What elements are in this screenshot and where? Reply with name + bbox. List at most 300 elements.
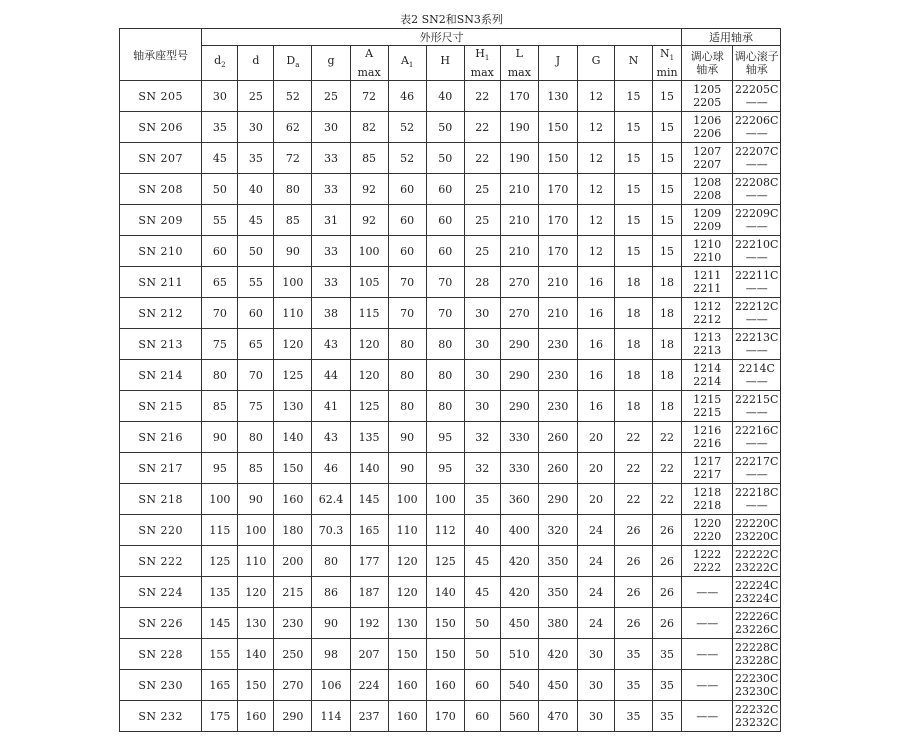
header-col-subscript: 1 [484,54,490,63]
cell-roller-bearing [733,639,781,670]
cell-model: SN 230 [120,670,202,701]
cell-model: SN 210 [120,236,202,267]
cell-value: 60 [426,174,464,205]
roller-bearing-code: —— [745,313,768,326]
cell-value: 25 [464,174,500,205]
header-col-qualifier: max [507,65,531,79]
cell-value: 20 [577,422,614,453]
header-col-0 [202,46,238,81]
header-col-7 [464,46,500,81]
cell-value: 230 [274,608,312,639]
roller-bearing-code: 22216C [735,424,779,437]
cell-model: SN 228 [120,639,202,670]
cell-value: 420 [500,546,538,577]
ball-bearing-code: 1205 [693,83,722,96]
cell-value: 18 [615,267,653,298]
cell-value: 290 [500,360,538,391]
ball-bearing-code: 2208 [693,189,722,202]
ball-bearing-code: 2207 [693,158,722,171]
header-roller-bearing-line1: 调心滚子 [734,50,779,63]
cell-value: 230 [538,360,577,391]
cell-value: 130 [238,608,274,639]
cell-value: 22 [653,422,682,453]
cell-value: 400 [500,515,538,546]
header-col-3 [312,46,350,81]
cell-model: SN 226 [120,608,202,639]
ball-bearing-code: 2213 [693,344,722,357]
ball-bearing-code: —— [696,585,719,599]
cell-value: 44 [312,360,350,391]
cell-value: 41 [312,391,350,422]
table-row [120,360,781,391]
cell-roller-bearing [733,360,781,391]
ball-bearing-code: 2222 [693,561,722,574]
cell-value: 60 [388,205,426,236]
cell-value: 540 [500,670,538,701]
cell-ball-bearing [682,360,733,391]
header-col-symbol: d [252,53,260,67]
cell-value: 150 [538,143,577,174]
cell-value: 120 [274,329,312,360]
cell-value: 360 [500,484,538,515]
cell-roller-bearing [733,670,781,701]
cell-value: 140 [238,639,274,670]
roller-bearing-code: 22215C [735,393,779,406]
cell-value: 46 [388,81,426,112]
roller-bearing-code: —— [745,406,768,419]
cell-value: 60 [426,236,464,267]
cell-value: 18 [653,360,682,391]
cell-value: 16 [577,360,614,391]
cell-value: 22 [653,484,682,515]
cell-ball-bearing [682,515,733,546]
cell-model: SN 213 [120,329,202,360]
cell-model: SN 211 [120,267,202,298]
cell-ball-bearing [682,670,733,701]
cell-value: 16 [577,298,614,329]
cell-value: 250 [274,639,312,670]
cell-value: 165 [350,515,388,546]
cell-value: 130 [274,391,312,422]
cell-value: 12 [577,236,614,267]
cell-value: 62 [274,112,312,143]
header-roller-bearing-line2: 轴承 [745,63,768,76]
cell-roller-bearing [733,577,781,608]
cell-value: 160 [274,484,312,515]
cell-value: 330 [500,453,538,484]
cell-model: SN 220 [120,515,202,546]
cell-value: 450 [500,608,538,639]
cell-value: 32 [464,453,500,484]
cell-value: 125 [274,360,312,391]
cell-value: 80 [388,360,426,391]
cell-value: 26 [653,577,682,608]
cell-value: 60 [464,670,500,701]
cell-value: 22 [653,453,682,484]
cell-value: 130 [538,81,577,112]
cell-value: 80 [388,391,426,422]
table-row [120,608,781,639]
cell-value: 80 [238,422,274,453]
cell-ball-bearing [682,143,733,174]
cell-value: 60 [202,236,238,267]
cell-value: 22 [615,422,653,453]
cell-value: 15 [615,174,653,205]
cell-value: 15 [653,81,682,112]
cell-value: 18 [653,391,682,422]
cell-value: 350 [538,546,577,577]
cell-value: 160 [426,670,464,701]
ball-bearing-code: 2205 [693,96,722,109]
table-row [120,484,781,515]
cell-roller-bearing [733,143,781,174]
roller-bearing-code: —— [745,282,768,295]
table-body [120,81,781,732]
cell-value: 35 [615,639,653,670]
cell-roller-bearing [733,298,781,329]
cell-value: 80 [388,329,426,360]
cell-value: 15 [615,143,653,174]
roller-bearing-code: 23230C [735,685,779,698]
cell-ball-bearing [682,484,733,515]
cell-value: 90 [388,453,426,484]
cell-value: 15 [653,143,682,174]
cell-value: 20 [577,453,614,484]
roller-bearing-code: 23224C [735,592,779,605]
cell-value: 40 [238,174,274,205]
cell-value: 210 [538,267,577,298]
cell-value: 450 [538,670,577,701]
ball-bearing-code: 1215 [693,393,722,406]
ball-bearing-code: —— [696,616,719,630]
roller-bearing-code: 22230C [735,672,779,685]
cell-value: 15 [653,205,682,236]
cell-ball-bearing [682,205,733,236]
cell-ball-bearing [682,267,733,298]
cell-ball-bearing [682,81,733,112]
cell-value: 105 [350,267,388,298]
cell-value: 25 [238,81,274,112]
cell-value: 200 [274,546,312,577]
cell-value: 16 [577,267,614,298]
cell-value: 70 [388,267,426,298]
cell-value: 420 [538,639,577,670]
cell-ball-bearing [682,298,733,329]
header-col-symbol: G [591,53,601,67]
cell-value: 290 [500,391,538,422]
cell-value: 72 [274,143,312,174]
cell-value: 26 [615,546,653,577]
header-col-subscript: 1 [669,54,675,63]
cell-value: 180 [274,515,312,546]
cell-model: SN 222 [120,546,202,577]
cell-value: 100 [274,267,312,298]
cell-value: 125 [350,391,388,422]
cell-value: 62.4 [312,484,350,515]
cell-value: 130 [388,608,426,639]
ball-bearing-code: 2216 [693,437,722,450]
cell-value: 80 [426,329,464,360]
ball-bearing-code: 2218 [693,499,722,512]
cell-value: 215 [274,577,312,608]
cell-value: 210 [538,298,577,329]
cell-value: 43 [312,329,350,360]
cell-value: 80 [274,174,312,205]
cell-value: 420 [500,577,538,608]
cell-value: 52 [274,81,312,112]
cell-value: 230 [538,391,577,422]
ball-bearing-code: 2211 [693,282,722,295]
cell-value: 30 [464,360,500,391]
cell-value: 100 [202,484,238,515]
roller-bearing-code: 22206C [735,114,779,127]
cell-value: 92 [350,174,388,205]
roller-bearing-code: 22205C [735,83,779,96]
header-col-10 [577,46,614,81]
cell-value: 170 [538,236,577,267]
cell-value: 75 [238,391,274,422]
ball-bearing-code: 2215 [693,406,722,419]
cell-value: 18 [653,329,682,360]
ball-bearing-code: 1214 [693,362,722,375]
ball-bearing-code: 1206 [693,114,722,127]
cell-ball-bearing [682,577,733,608]
cell-value: 80 [426,391,464,422]
header-bearings: 适用轴承 [682,29,781,46]
cell-value: 230 [538,329,577,360]
cell-model: SN 209 [120,205,202,236]
ball-bearing-code: 2220 [693,530,722,543]
roller-bearing-code: —— [745,437,768,450]
ball-bearing-code: 1210 [693,238,722,251]
cell-value: 30 [464,298,500,329]
ball-bearing-code: 1211 [693,269,722,282]
cell-roller-bearing [733,422,781,453]
header-col-9 [538,46,577,81]
table-row [120,329,781,360]
cell-value: 125 [426,546,464,577]
table-row [120,701,781,732]
cell-roller-bearing [733,112,781,143]
ball-bearing-code: 1220 [693,517,722,530]
cell-value: 20 [577,484,614,515]
cell-value: 30 [238,112,274,143]
cell-value: 155 [202,639,238,670]
cell-value: 187 [350,577,388,608]
cell-value: 35 [238,143,274,174]
header-ball-bearing-line2: 轴承 [696,63,719,76]
cell-value: 22 [464,112,500,143]
roller-bearing-code: 22209C [735,207,779,220]
cell-value: 110 [238,546,274,577]
cell-value: 120 [350,360,388,391]
cell-value: 26 [615,608,653,639]
cell-value: 12 [577,143,614,174]
ball-bearing-code: —— [696,647,719,661]
cell-value: 560 [500,701,538,732]
roller-bearing-code: 22213C [735,331,779,344]
cell-value: 80 [426,360,464,391]
cell-value: 85 [350,143,388,174]
cell-value: 145 [350,484,388,515]
cell-value: 33 [312,267,350,298]
cell-value: 470 [538,701,577,732]
cell-value: 270 [500,267,538,298]
cell-roller-bearing [733,546,781,577]
cell-roller-bearing [733,515,781,546]
cell-value: 270 [274,670,312,701]
cell-value: 175 [202,701,238,732]
cell-model: SN 217 [120,453,202,484]
cell-value: 85 [238,453,274,484]
ball-bearing-code: 2212 [693,313,722,326]
header-col-symbol: L [515,47,523,61]
header-col-symbol: g [327,53,335,67]
cell-value: 290 [538,484,577,515]
cell-value: 18 [615,360,653,391]
roller-bearing-code: 22226C [735,610,779,623]
cell-roller-bearing [733,174,781,205]
cell-value: 12 [577,205,614,236]
cell-value: 18 [653,298,682,329]
cell-value: 115 [202,515,238,546]
cell-value: 150 [538,112,577,143]
ball-bearing-code: 2210 [693,251,722,264]
cell-value: 35 [653,701,682,732]
cell-value: 26 [653,515,682,546]
ball-bearing-code: —— [696,678,719,692]
cell-value: 150 [388,639,426,670]
cell-value: 18 [615,391,653,422]
cell-value: 15 [615,236,653,267]
cell-value: 15 [615,81,653,112]
cell-value: 60 [238,298,274,329]
header-col-symbol: D [286,53,296,67]
header-col-2 [274,46,312,81]
ball-bearing-code: 1208 [693,176,722,189]
ball-bearing-code: 2214 [693,375,722,388]
ball-bearing-code: 1216 [693,424,722,437]
table-row [120,81,781,112]
cell-value: 60 [464,701,500,732]
table-row [120,112,781,143]
cell-value: 120 [350,329,388,360]
table-row [120,639,781,670]
cell-model: SN 218 [120,484,202,515]
cell-value: 30 [464,329,500,360]
cell-value: 35 [615,670,653,701]
table-row [120,298,781,329]
cell-value: 290 [274,701,312,732]
table-row [120,236,781,267]
cell-value: 70 [202,298,238,329]
table-row [120,453,781,484]
cell-value: 50 [426,143,464,174]
cell-roller-bearing [733,81,781,112]
cell-ball-bearing [682,391,733,422]
cell-value: 190 [500,143,538,174]
cell-value: 207 [350,639,388,670]
header-col-8 [500,46,538,81]
cell-roller-bearing [733,205,781,236]
roller-bearing-code: 22212C [735,300,779,313]
cell-value: 70 [426,298,464,329]
cell-value: 70 [388,298,426,329]
cell-value: 210 [500,236,538,267]
cell-model: SN 207 [120,143,202,174]
table-row [120,267,781,298]
header-col-symbol: N [660,47,670,61]
cell-value: 35 [615,701,653,732]
cell-value: 50 [238,236,274,267]
cell-value: 30 [577,639,614,670]
cell-value: 260 [538,453,577,484]
header-col-qualifier: max [470,65,494,79]
cell-value: 237 [350,701,388,732]
cell-model: SN 205 [120,81,202,112]
cell-value: 85 [202,391,238,422]
cell-value: 224 [350,670,388,701]
table-row [120,205,781,236]
header-col-6 [426,46,464,81]
cell-value: 43 [312,422,350,453]
roller-bearing-code: —— [745,158,768,171]
cell-value: 35 [464,484,500,515]
cell-model: SN 232 [120,701,202,732]
cell-value: 26 [615,515,653,546]
cell-value: 170 [538,174,577,205]
header-model: 轴承座型号 [120,29,202,81]
ball-bearing-code: 2217 [693,468,722,481]
cell-value: 26 [653,608,682,639]
cell-value: 46 [312,453,350,484]
roller-bearing-code: 22210C [735,238,779,251]
cell-value: 65 [238,329,274,360]
header-col-subscript: 2 [221,61,226,70]
cell-value: 90 [312,608,350,639]
cell-value: 45 [202,143,238,174]
header-col-symbol: H [440,53,451,67]
cell-value: 25 [464,236,500,267]
cell-value: 50 [202,174,238,205]
roller-bearing-code: 22218C [735,486,779,499]
cell-roller-bearing [733,267,781,298]
header-col-1 [238,46,274,81]
cell-value: 150 [238,670,274,701]
cell-value: 170 [538,205,577,236]
table-row [120,174,781,205]
cell-value: 75 [202,329,238,360]
cell-value: 70.3 [312,515,350,546]
cell-ball-bearing [682,329,733,360]
cell-value: 90 [202,422,238,453]
table-row [120,391,781,422]
cell-value: 18 [615,298,653,329]
cell-value: 52 [388,143,426,174]
cell-value: 30 [577,701,614,732]
cell-value: 16 [577,391,614,422]
roller-bearing-code: 23232C [735,716,779,729]
cell-value: 24 [577,546,614,577]
cell-value: 190 [500,112,538,143]
cell-value: 38 [312,298,350,329]
cell-value: 92 [350,205,388,236]
cell-value: 18 [615,329,653,360]
header-roller-bearing [733,46,781,81]
cell-value: 65 [202,267,238,298]
cell-value: 120 [238,577,274,608]
ball-bearing-code: 1212 [693,300,722,313]
